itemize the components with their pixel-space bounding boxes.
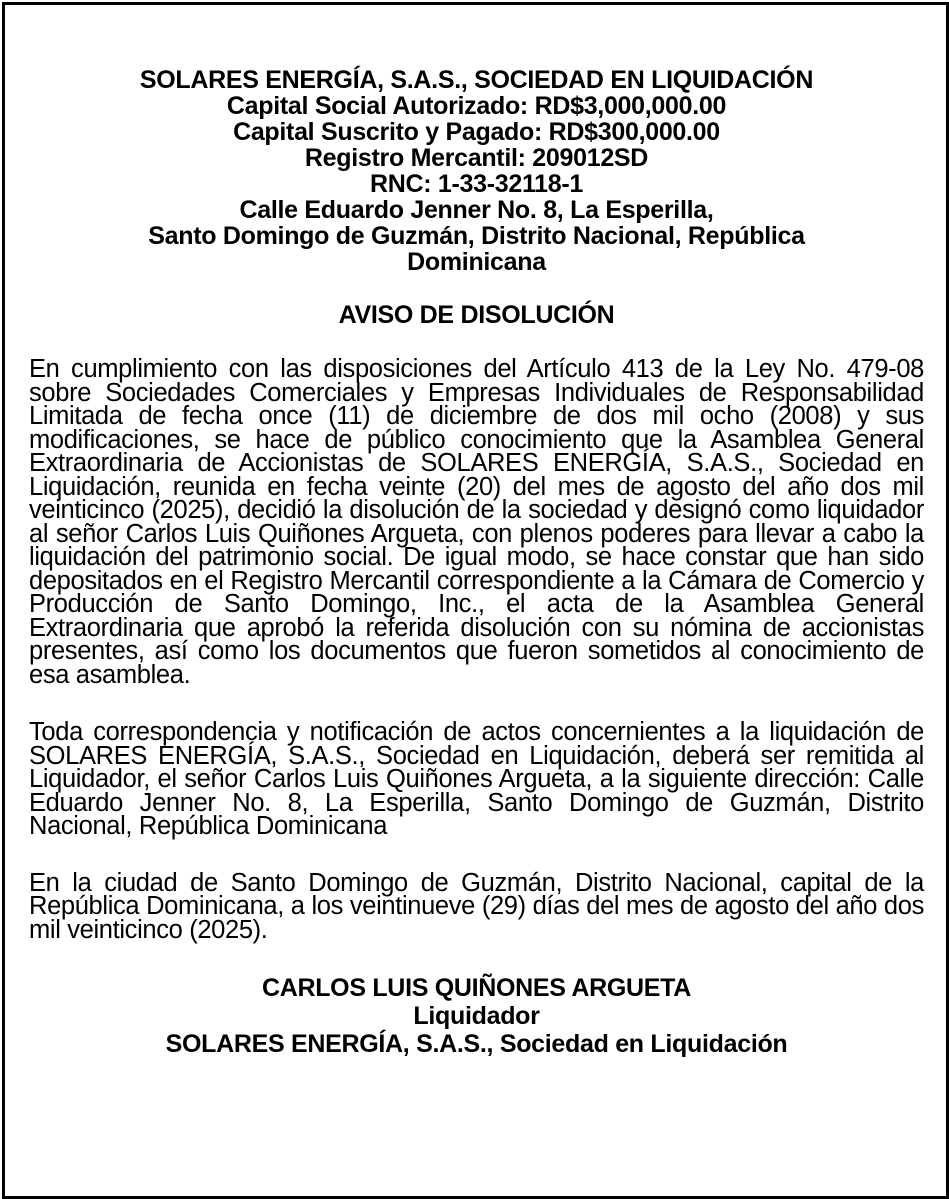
paragraph-date-place: En la ciudad de Santo Domingo de Guzmán, Distrito Nacional, capital de la República Dominicana, a los veintinueve (29) días del mes de agosto del año dos mil veinticinco (2025). (29, 868, 924, 944)
paid-capital: Capital Suscrito y Pagado: RD$300,000.00 (233, 118, 720, 146)
notice-title: AVISO DE DISOLUCIÓN (338, 301, 615, 329)
notice-content (29, 67, 924, 1058)
address-line-2: Santo Domingo de Guzmán, Distrito Nacional, República (148, 222, 805, 250)
signatory-name: CARLOS LUIS QUIÑONES ARGUETA (261, 974, 692, 1002)
paragraph-correspondence: Toda correspondencia y notificación de actos concernientes a la liquidación de SOLARES ENERGÍA, S.A.S., Sociedad en Liquidación, deberá ser remitida al Liquidador, el señor Carlos Luis Quiñones Argueta, a la siguiente dirección: Calle Eduardo Jenner No. 8, La Esperilla, Santo Domingo de Guzmán, Distrito Nacional, República Dominicana (29, 718, 924, 840)
notice-frame (2, 2, 949, 1199)
signatory-role: Liquidador (413, 1002, 540, 1030)
signature-block (29, 974, 924, 1058)
authorized-capital: Capital Social Autorizado: RD$3,000,000.00 (226, 92, 727, 120)
paragraph-resolution: En cumplimiento con las disposiciones del Artículo 413 de la Ley No. 479-08 sobre Sociedades Comerciales y Empresas Individuales de Responsabilidad Limitada de fecha once (11) de diciembre de dos mil ocho (2008) y sus modificaciones, se hace de público conocimiento que la Asamblea General Extraordinaria de Accionistas de SOLARES ENERGÍA, S.A.S., Sociedad en Liquidación, reunida en fecha veinte (20) del mes de agosto del año dos mil veinticinco (2025), decidió la disolución de la sociedad y designó como liquidador al señor Carlos Luis Quiñones Argueta, con plenos poderes para llevar a cabo la liquidación del patrimonio social. De igual modo, se hace constar que han sido depositados en el Registro Mercantil correspondiente a la Cámara de Comercio y Producción de Santo Domingo, Inc., el acta de la Asamblea General Extraordinaria que aprobó la referida disolución con su nómina de accionistas presentes, así como los documentos que fueron sometidos al conocimiento de esa asamblea. (29, 355, 924, 689)
signatory-company: SOLARES ENERGÍA, S.A.S., Sociedad en Liquidación (165, 1030, 788, 1058)
company-header (29, 67, 924, 275)
address-line-1: Calle Eduardo Jenner No. 8, La Esperilla, (239, 196, 714, 224)
address-line-3: Dominicana (407, 248, 546, 276)
mercantile-registry: Registro Mercantil: 209012SD (304, 144, 649, 172)
rnc-number: RNC: 1-33-32118-1 (369, 170, 584, 198)
company-name: SOLARES ENERGÍA, S.A.S., SOCIEDAD EN LIQUIDACIÓN (139, 66, 814, 94)
